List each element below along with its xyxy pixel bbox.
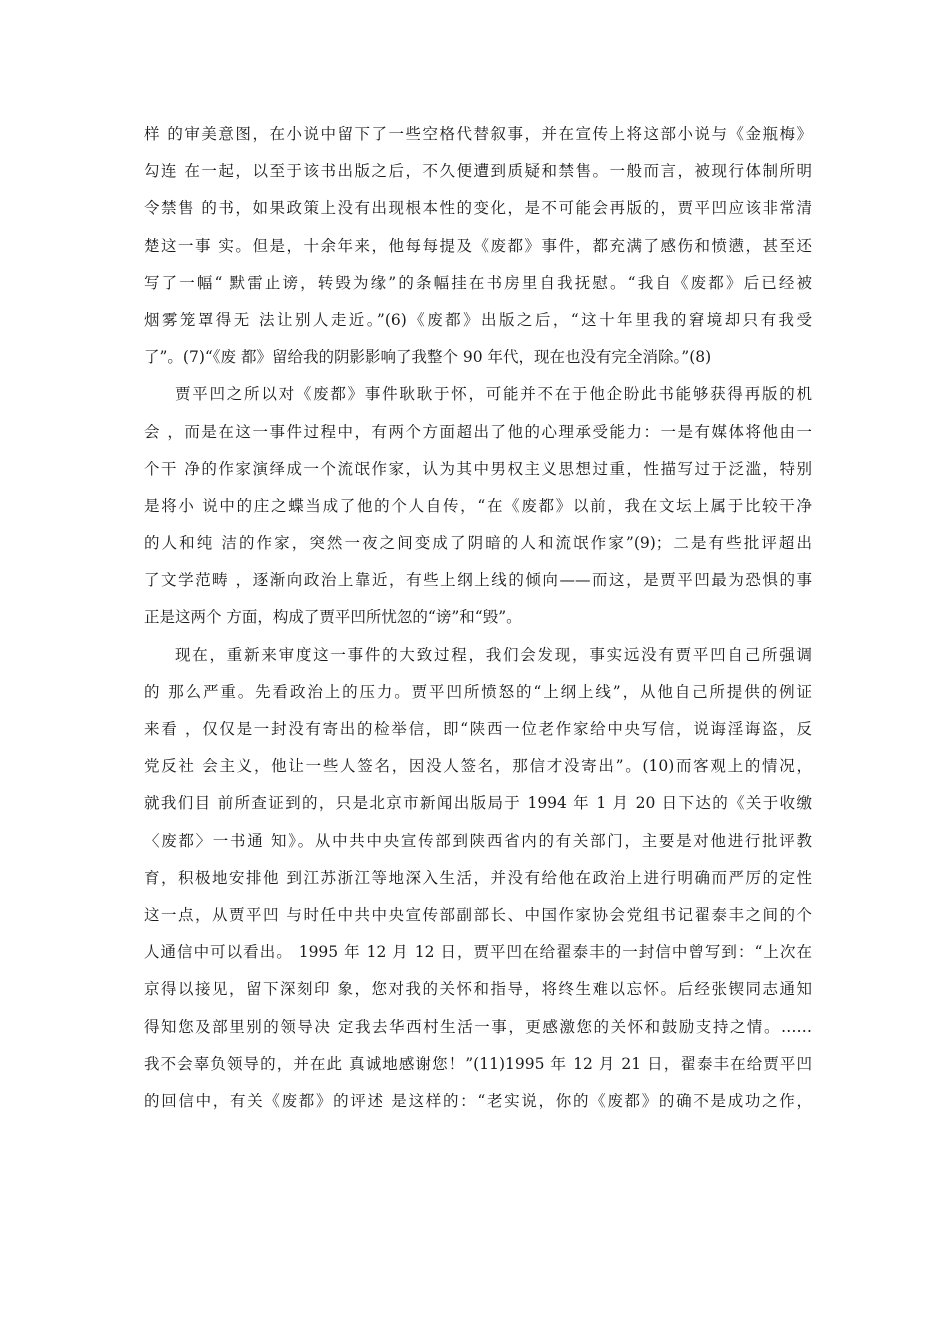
text-line: 人通信中可以看出。 1995 年 12 月 12 日，贾平凹在给翟泰丰的一封信中曾写到：“上次在	[144, 943, 812, 962]
text-line: 勾连 在一起，以至于该书出版之后，不久便遭到质疑和禁售。一般而言，被现行体制所明	[144, 162, 812, 181]
text-line: 正是这两个 方面，构成了贾平凹所忧忽的“谤”和“毁”。	[144, 608, 522, 627]
text-line: 的 那么严重。先看政治上的压力。贾平凹所愤怒的“上纲上线”，从他自己所提供的例证	[144, 682, 812, 701]
text-line: 〈废都〉一书通 知》。从中共中央宣传部到陕西省内的有关部门，主要是对他进行批评教	[144, 831, 812, 850]
text-line: 的回信中，有关《废都》的评述 是这样的：“老实说，你的《废都》的确不是成功之作，	[144, 1091, 812, 1110]
text-line: 党反社 会主义，他让一些人签名，因没人签名，那信才没寄出”。(10)而客观上的情况，	[144, 757, 812, 776]
text-line: 令禁售 的书，如果政策上没有出现根本性的变化，是不可能会再版的，贾平凹应该非常清	[144, 199, 812, 218]
paragraph-2	[144, 376, 812, 636]
text-line: 会 ，而是在这一事件过程中，有两个方面超出了他的心理承受能力：一是有媒体将他由一	[144, 422, 812, 441]
text-line: 贾平凹之所以对《废都》事件耿耿于怀，可能并不在于他企盼此书能够获得再版的机	[175, 385, 812, 404]
text-line: 这一点，从贾平凹 与时任中共中央宣传部副部长、中国作家协会党组书记翟泰丰之间的个	[144, 905, 812, 924]
text-line: 楚这一事 实。但是，十余年来，他每每提及《废都》事件，都充满了感伤和愤懑，甚至还	[144, 236, 812, 255]
text-line: 的人和纯 洁的作家，突然一夜之间变成了阴暗的人和流氓作家”(9)；二是有些批评超出	[144, 534, 812, 553]
text-line: 是将小 说中的庄之蝶当成了他的个人自传，“在《废都》以前，我在文坛上属于比较干净	[144, 496, 812, 515]
text-line: 得知您及部里别的领导决 定我去华西村生活一事，更感激您的关怀和鼓励支持之情。……	[144, 1017, 812, 1036]
text-line: 样 的审美意图，在小说中留下了一些空格代替叙事，并在宣传上将这部小说与《金瓶梅》	[144, 125, 812, 143]
text-line: 就我们目 前所查证到的，只是北京市新闻出版局于 1994 年 1 月 20 日下达的《关于收缴	[144, 794, 812, 813]
text-line: 了文学范畴 ，逐渐向政治上靠近，有些上纲上线的倾向——而这，是贾平凹最为恐惧的事	[144, 571, 812, 590]
text-line: 写了一幅“ 默雷止谤，转毁为缘”的条幅挂在书房里自我抚慰。“我自《废都》后已经被	[144, 273, 812, 292]
text-line: 我不会辜负领导的，并在此 真诚地感谢您！”(11)1995 年 12 月 21 日，翟泰丰在给贾平凹	[144, 1054, 812, 1073]
body-text	[144, 116, 812, 1120]
text-line: 育，积极地安排他 到江苏浙江等地深入生活，并没有给他在政治上进行明确而严厉的定性	[144, 868, 812, 887]
text-line: 现在，重新来审度这一事件的大致过程，我们会发现，事实远没有贾平凹自己所强调	[175, 645, 812, 664]
paragraph-3	[144, 637, 812, 1120]
text-line: 烟雾笼罩得无 法让别人走近。”(6)《废都》出版之后，“这十年里我的窘境却只有我受	[144, 310, 812, 329]
paragraph-1	[144, 116, 812, 376]
text-line: 个干 净的作家演绎成一个流氓作家，认为其中男权主义思想过重，性描写过于泛滥，特别	[144, 459, 812, 478]
text-line: 了”。(7)“《废 都》留给我的阴影影响了我整个 90 年代，现在也没有完全消除。”(8)	[144, 348, 712, 367]
text-line: 来看 ，仅仅是一封没有寄出的检举信，即“陕西一位老作家给中央写信，说诲淫诲盗，反	[144, 720, 812, 738]
text-line: 京得以接见，留下深刻印 象，您对我的关怀和指导，将终生难以忘怀。后经张锲同志通知	[144, 980, 812, 999]
